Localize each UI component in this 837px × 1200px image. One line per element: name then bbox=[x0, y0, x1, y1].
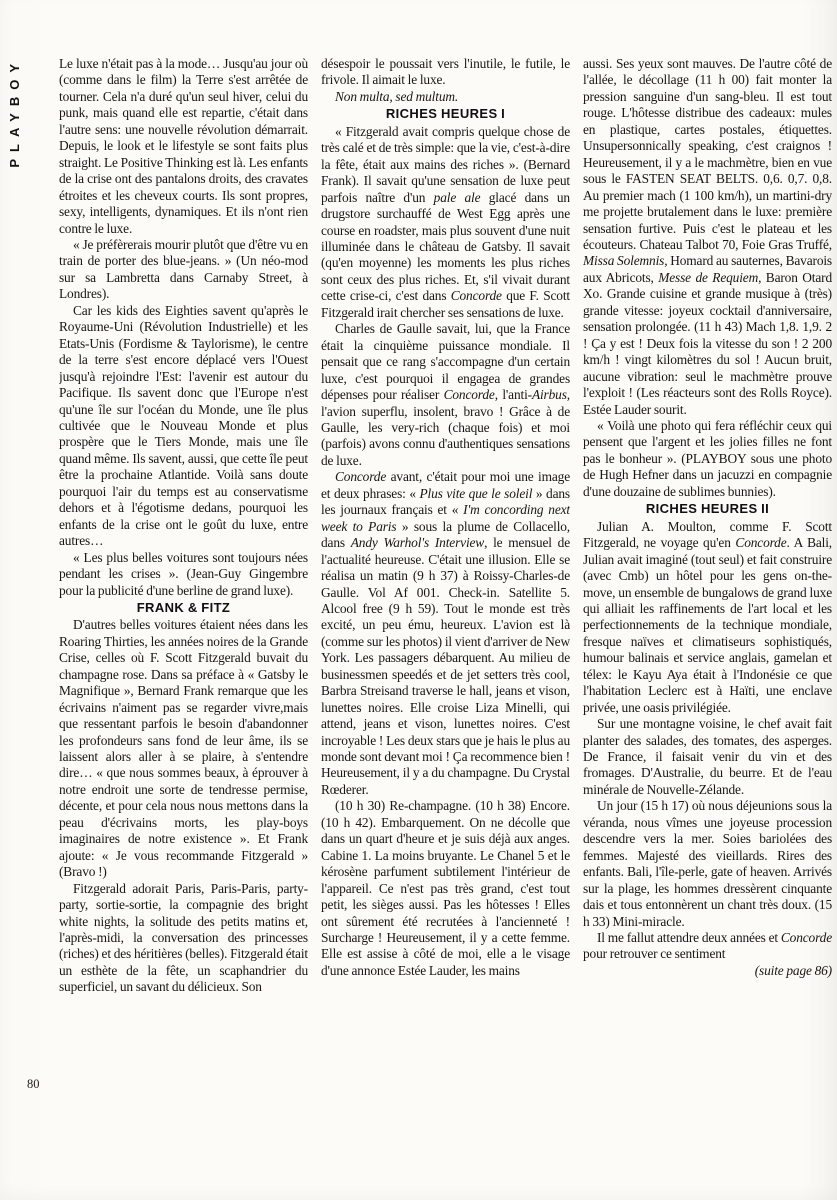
paragraph: Non multa, sed multum. bbox=[335, 88, 459, 104]
paragraph: Le luxe n'était pas à la mode… Jusqu'au jour où (comme dans le film) la Terre s'est arrêtée de tourner. Cela n'a duré qu'un seul hiver, celui du punk, mais quand elle est repartie, c'était dans l'autre sens: une nouvelle révolution démarrait. Depuis, le look et le lifestyle se sont faits plus straight. Le Positive Thinking est là. Les enfants de la crise ont des pantalons droits, des cravates étroites et les cheveux courts. Ils sont propres, sexy, intelligents, dynamiques. Et ils n'ont rien contre le luxe. bbox=[59, 56, 308, 236]
article-body bbox=[59, 56, 833, 1106]
text-column-2 bbox=[321, 56, 570, 1106]
section-heading: RICHES HEURES I bbox=[385, 106, 506, 122]
paragraph: Un jour (15 h 17) où nous déjeunions sous la véranda, nous vîmes une joyeuse procession descendre vers la mer. Soies bariolées des femmes. Majesté des vieillards. Rires des enfants. Bali, l'île-perle, gate of heaven. Arrivés sur la plage, les hommes dressèrent cinquante dais et tous entonnèrent un chant très doux. (15 h 33) Mini-miracle. bbox=[583, 798, 832, 929]
paragraph: D'autres belles voitures étaient nées dans les Roaring Thirties, les années noires de la Grande Crise, celles où F. Scott Fitzgerald buvait du champagne rose. Dans sa préface à « Gatsby le Magnifique », Bernard Frank remarque que les écrivains n'aiment pas se regarder vivre,mais que ressentant parfois le besoin d'abandonner les profondeurs sans fond de leur âme, ils se laissent alors aller à se plaire, à s'entendre dire… « que nous sommes beaux, à éprouver à notre endroit une sorte de tendresse permise, décente, et pour cela nous nous mettons dans la peau d'écrivains morts, les play-boys imaginaires de notre existence ». Et Frank ajoute: « Je vous recommande Fitzgerald » (Bravo !) bbox=[59, 617, 308, 880]
page-number: 80 bbox=[27, 1077, 40, 1091]
paragraph: Fitzgerald adorait Paris, Paris-Paris, party-party, sortie-sortie, la compagnie des bright white nights, la solitude des petits matins et, l'après-midi, la conversation des princesses (riches) et des héritières (belles). Fitzgerald était un esthète de la fête, un scaphandrier du superficiel, un savant du délicieux. Son bbox=[59, 880, 308, 995]
paragraph: « Fitzgerald avait compris quelque chose de très calé et de très simple: que la vie, c'est-à-dire la fête, était aux mains des riches ». (Bernard Frank). Il savait qu'une sensation de luxe peut parfois naître d'un pale ale glacé dans un drugstore surchauffé de West Egg après une course en roadster, mais plus souvent d'une nuit illuminée dans le château de Gatsby. Il savait (qu'en moyenne) les moments les plus riches sont ceux des plus riches. Et, s'il vivait durant cette crise-ci, c'est dans Concorde que F. Scott Fitzgerald irait chercher ses sensations de luxe. bbox=[321, 123, 570, 320]
section-heading: FRANK & FITZ bbox=[136, 599, 231, 615]
continuation-note: (suite page 86) bbox=[754, 962, 832, 978]
paragraph: (10 h 30) Re-champagne. (10 h 38) Encore. (10 h 42). Embarquement. On ne décolle que dans un quart d'heure et je suis déjà aux anges. Cabine 1. La moins bruyante. Le Chanel 5 et le kérosène parfument subtilement l'intérieur de l'appareil. Ce n'est pas très grand, c'est tout petit, les sièges aussi. Pas les hôtesses ! Elles ont sûrement été recrutées à l'ancienneté ! Surcharge ! Heureusement, il y a cette femme. Elle est assise à côté de moi, elle a le visage d'une annonce Estée Lauder, les mains bbox=[321, 798, 570, 978]
paragraph: Sur une montagne voisine, le chef avait fait planter des salades, des tomates, des asperges. De France, il faisait venir du vin et des fromages. D'Australie, du beurre. Et de l'eau minérale de Nouvelle-Zélande. bbox=[583, 716, 832, 797]
paragraph: « Je préfèrerais mourir plutôt que d'être vu en train de porter des blue-jeans. » (Un néo-mod sur sa Lambretta dans Carnaby Street, à Londres). bbox=[59, 236, 308, 302]
text-column-1 bbox=[59, 56, 308, 1106]
paragraph: Concorde avant, c'était pour moi une image et deux phrases: « Plus vite que le soleil » dans les journaux français et « I'm concording next week to Paris » sous la plume de Collacello, dans Andy Warhol's Interview, le mensuel de l'actualité heureuse. C'était une illusion. Elle se réalisa un matin (9 h 37) à Roissy-Charles-de Gaulle. Vol Af 001. Check-in. Satellite 5. Alcool free (9 h 59). Tout le monde est très excité, un peu ému, heureux. L'avion est là (comme sur les photos) il vient d'arriver de New York. Les passagers débarquent. Au milieu de businessmen speedés et de jet setters très cool, Barbra Streisand traverse le hall, jeans et vison, lunettes noires. Elle croise Liza Minelli, qui attend, jeans et vison, lunettes noires. C'est incroyable ! Les deux stars que je hais le plus au monde sont devant moi ! Ça recommence bien ! Heureusement, il y a du champagne. Du Crystal Rœderer. bbox=[321, 469, 570, 797]
paragraph: Julian A. Moulton, comme F. Scott Fitzgerald, ne voyage qu'en Concorde. A Bali, Julian avait imaginé (tout seul) et fait construire (avec Cmb) un hôtel pour les gens on-the-move, un ensemble de bungalows de grand luxe qui alliait les raffinements de l'art local et les perfectionnements de la technique mondiale, fresque naïves et climatiseurs sophistiqués, humour balinais et service anglais, gamelan et télex: le Kayu Aya était à l'Indonésie ce que l'habitation Leclerc est à Haïti, une enclave privée, une oasis privilégiée. bbox=[583, 518, 832, 715]
playboy-vertical-brand: PLAYBOY bbox=[7, 57, 22, 168]
paragraph: Charles de Gaulle savait, lui, que la France était la cinquième puissance mondiale. Il pensait que ce rang s'accompagne d'un certain luxe, c'est pourquoi il engagea de grandes dépenses pour réaliser Concorde, l'anti-Airbus, l'avion superflu, insolent, bravo ! Grâce à de Gaulle, les very-rich (chaque fois) et moi (parfois) avons connu d'authentiques sensations de luxe. bbox=[321, 321, 570, 468]
paragraph: Car les kids des Eighties savent qu'après le Royaume-Uni (Révolution Industrielle) et les Etats-Unis (Fordisme & Taylorisme), le centre de la terre s'est encore déplacé vers l'Ouest jusqu'à rejoindre l'Est: l'avenir est autour du Pacifique. Ils savent donc que l'Europe n'est qu'une île sur l'océan du Monde, une île plus cultivée que le Nouveau Monde et plus prospère que le Tiers Monde, mais une île quand même. Ils savent, aussi, que cette île peut être la prochaine Atlantide. Voilà sans doute pourquoi l'air du temps est au conservatisme dehors et à l'égotisme dedans, pourquoi les enfants de la crise ont le goût du luxe, entre autres… bbox=[59, 302, 308, 549]
paragraph: désespoir le poussait vers l'inutile, le futile, le frivole. Il aimait le luxe. bbox=[321, 56, 570, 88]
paragraph: aussi. Ses yeux sont mauves. De l'autre côté de l'allée, le décollage (11 h 00) fait monter la pression sanguine d'un sang-bleu. Il est tout rouge. L'hôtesse distribue des cadeaux: mules en plastique, cartes postales, étiquettes. Unsupersonnically speaking, c'est craignos ! Heureusement, il y a le machmètre, bien en vue sous le FASTEN SEAT BELTS. 0,6. 0,7. 0,8. Au premier mach (1 100 km/h), un martini-dry me projette brutalement dans le luxe: première sensation furtive. Puis c'est le plateau et les écouteurs. Chateau Talbot 70, Foie Gras Truffé, Missa Solemnis, Homard au sauternes, Bavarois aux Abricots, Messe de Requiem, Baron Otard Xo. Grande cuisine et grande musique à (très) grande vitesse: joyeux cocktail d'anniversaire, sensation prolongée. (11 h 43) Mach 1,8. 1,9. 2 ! Ça y est ! Deux fois la vitesse du son ! 2 200 km/h ! vingt kilomètres du sol ! Aucun bruit, aucune vibration: seul le machmètre prouve l'exploit ! (Les réacteurs sont des Rolls Royce). Estée Lauder sourit. bbox=[583, 56, 832, 417]
paragraph: « Voilà une photo qui fera réfléchir ceux qui pensent que l'argent et les jolies filles ne font pas le bonheur ». (PLAYBOY sous une photo de Hugh Hefner dans un jacuzzi en compagnie d'une douzaine de sublimes bunnies). bbox=[583, 417, 832, 499]
paragraph: Il me fallut attendre deux années et Concorde pour retrouver ce sentiment bbox=[583, 930, 832, 962]
text-column-3 bbox=[583, 56, 832, 1106]
section-heading: RICHES HEURES II bbox=[645, 501, 770, 517]
paragraph: « Les plus belles voitures sont toujours nées pendant les crises ». (Jean-Guy Gingembre pour la publicité d'une berline de grand luxe). bbox=[59, 549, 308, 598]
